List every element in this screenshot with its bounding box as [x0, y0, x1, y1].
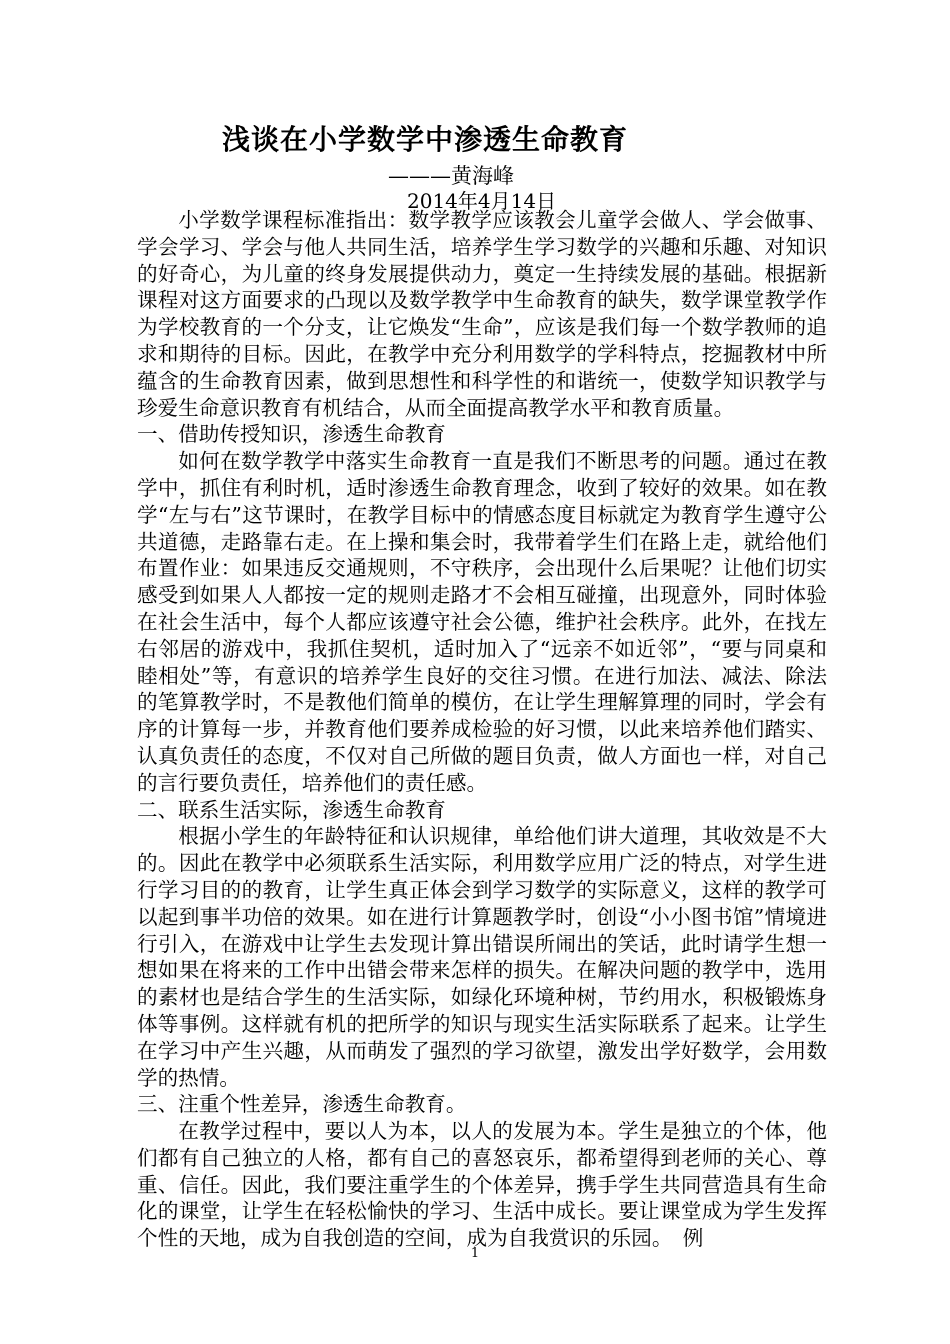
document-title: 浅谈在小学数学中渗透生命教育 [222, 123, 629, 156]
intro-paragraph: 小学数学课程标准指出：数学教学应该教会儿童学会做人、学会做事、学会学习、学会与他人共同生活，培养学生学习数学的兴趣和乐趣、对知识的好奇心，为儿童的终身发展提供动力，奠定一生持续发展的基础。根据新课程对这方面要求的凸现以及数学教学中生命教育的缺失，数学课堂教学作为学校教育的一个分支，让它焕发“生命”，应该是我们每一个数学教师的追求和期待的目标。因此，在教学中充分利用数学的学科特点，挖掘教材中所蕴含的生命教育因素，做到思想性和科学性的和谐统一，使数学知识教学与珍爱生命意识教育有机结合，从而全面提高教学水平和教育质量。 [137, 208, 827, 420]
section-3-paragraph: 在教学过程中，要以人为本，以人的发展为本。学生是独立的个体，他们都有自己独立的人格，都有自己的喜怒哀乐，都希望得到老师的关心、尊重、信任。因此，我们要注重学生的个体差异，携手学生共同营造具有生命化的课堂，让学生在轻松愉快的学习、生活中成长。要让课堂成为学生发挥个性的天地，成为自我创造的空间，成为自我赏识的乐园。 例 [137, 1119, 827, 1251]
document-body [137, 207, 827, 1252]
section-1-heading: 一、借助传授知识，渗透生命教育 [137, 422, 446, 447]
document-date: 2014年4月14日 [407, 189, 557, 213]
document-author: ———黄海峰 [388, 164, 514, 188]
section-1-paragraph: 如何在数学教学中落实生命教育一直是我们不断思考的问题。通过在教学中，抓住有利时机，适时渗透生命教育理念，收到了较好的效果。如在教学“左与右”这节课时，在教学目标中的情感态度目标就定为教育学生遵守公共道德，走路靠右走。在上操和集会时，我带着学生们在路上走，就给他们布置作业：如果违反交通规则，不守秩序，会出现什么后果呢？让他们切实感受到如果人人都按一定的规则走路才不会相互碰撞，出现意外，同时体验在社会生活中，每个人都应该遵守社会公德，维护社会秩序。此外，在找左右邻居的游戏中，我抓住契机，适时加入了“远亲不如近邻”，“要与同桌和睦相处”等，有意识的培养学生良好的交往习惯。在进行加法、减法、除法的笔算教学时，不是教他们简单的模仿，在让学生理解算理的同时，学会有序的计算每一步，并教育他们要养成检验的好习惯，以此来培养他们踏实、认真负责任的态度，不仅对自己所做的题目负责，做人方面也一样，对自己的言行要负责任，培养他们的责任感。 [137, 449, 827, 795]
section-3-heading: 三、注重个性差异，渗透生命教育。 [137, 1092, 467, 1117]
section-2-paragraph: 根据小学生的年龄特征和认识规律，单给他们讲大道理，其收效是不大的。因此在教学中必须联系生活实际，利用数学应用广泛的特点，对学生进行学习目的的教育，让学生真正体会到学习数学的实际意义，这样的教学可以起到事半功倍的效果。如在进行计算题教学时，创设“小小图书馆”情境进行引入，在游戏中让学生去发现计算出错误所闹出的笑话，此时请学生想一想如果在将来的工作中出错会带来怎样的损失。在解决问题的教学中，选用的素材也是结合学生的生活实际，如绿化环境种树，节约用水，积极锻炼身体等事例。这样就有机的把所学的知识与现实生活实际联系了起来。让学生在学习中产生兴趣，从而萌发了强烈的学习欲望，激发出学好数学，会用数学的热情。 [137, 824, 827, 1090]
page-number: 1 [470, 1246, 480, 1261]
section-2-heading: 二、联系生活实际，渗透生命教育 [137, 797, 446, 822]
